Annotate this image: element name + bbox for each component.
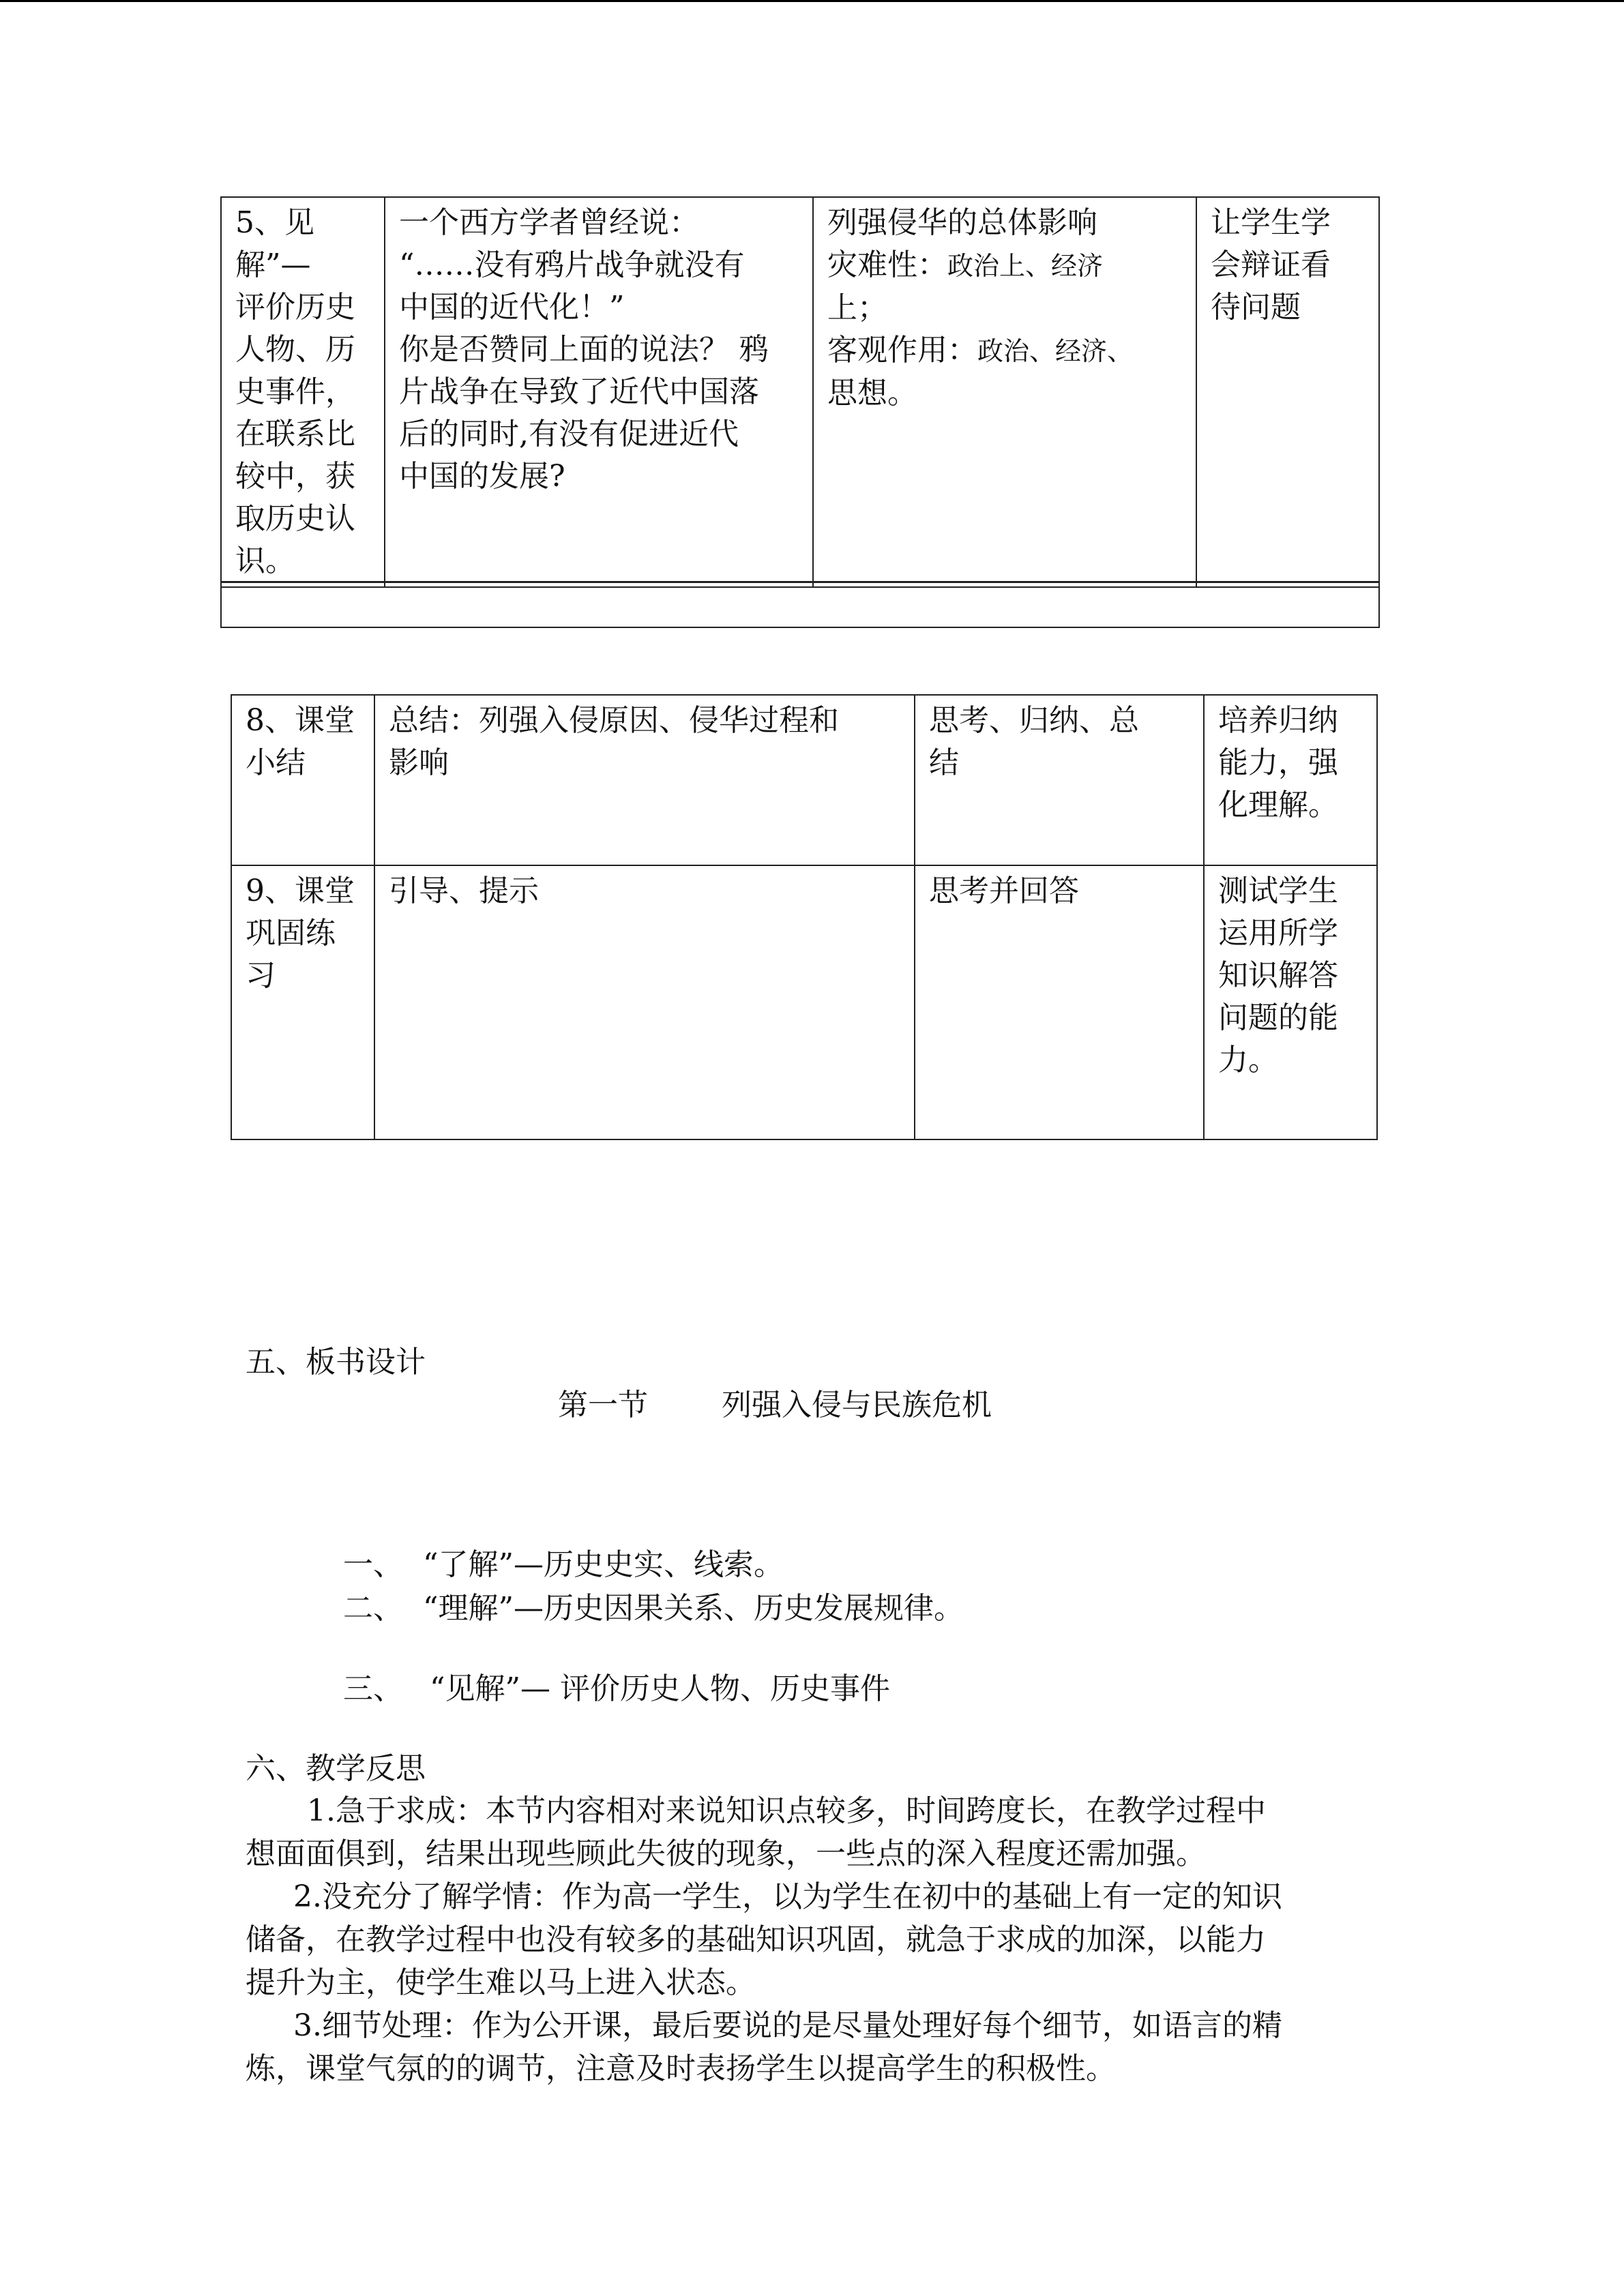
reflection-line: 储备，在教学过程中也没有较多的基础知识巩固，就急于求成的加深，以能力 xyxy=(246,1922,1266,1957)
lesson-table-2 xyxy=(231,694,1378,1140)
board-title-section: 第一节 xyxy=(558,1388,648,1422)
top-border-line xyxy=(0,0,1624,2)
teacher-activity-cell: 总结：列强入侵原因、侵华过程和 影响 xyxy=(374,695,915,865)
empty-table-row xyxy=(220,581,1380,628)
lesson-table-1 xyxy=(220,196,1380,588)
board-item-text: “了解”—历史史实、线索。 xyxy=(423,1547,784,1582)
board-item-num: 二、 xyxy=(343,1591,403,1626)
reflection-line: 想面面俱到，结果出现些顾此失彼的现象，一些点的深入程度还需加强。 xyxy=(246,1836,1206,1871)
table-row-8 xyxy=(231,695,1377,865)
board-item-num: 三、 xyxy=(343,1671,403,1706)
student-activity-cell: 思考并回答 xyxy=(915,865,1204,1139)
purpose-cell: 让学生学 会辩证看 待问题 xyxy=(1196,197,1379,587)
student-activity-cell: 列强侵华的总体影响 灾难性：政治上、经济 上； 客观作用：政治、经济、 思想。 xyxy=(813,197,1196,587)
stage-cell: 5、见 解”— 评价历史 人物、历 史事件， 在联系比 较中，获 取历史认 识。 xyxy=(221,197,385,587)
board-design-heading: 五、板书设计 xyxy=(246,1345,426,1380)
reflection-heading: 六、教学反思 xyxy=(246,1751,426,1786)
student-activity-cell: 思考、归纳、总 结 xyxy=(915,695,1204,865)
reflection-line: 3.细节处理：作为公开课，最后要说的是尽量处理好每个细节，如语言的精 xyxy=(293,2008,1282,2043)
teacher-activity-cell: 一个西方学者曾经说： “……没有鸦片战争就没有 中国的近代化！” 你是否赞同上面的说法？ 鸦 片战争在导致了近代中国落 后的同时,有没有促进近代 中国的发展? xyxy=(385,197,813,587)
table-row-5 xyxy=(221,197,1379,587)
reflection-line: 提升为主，使学生难以马上进入状态。 xyxy=(246,1965,756,2000)
board-title-topic: 列强入侵与民族危机 xyxy=(722,1388,992,1422)
table-row-9 xyxy=(231,865,1377,1139)
purpose-cell: 培养归纳 能力，强 化理解。 xyxy=(1204,695,1377,865)
reflection-line: 2.没充分了解学情：作为高一学生，以为学生在初中的基础上有一定的知识 xyxy=(293,1879,1282,1914)
teacher-activity-cell: 引导、提示 xyxy=(374,865,915,1139)
board-item-num: 一、 xyxy=(343,1547,403,1582)
stage-cell: 9、课堂 巩固练 习 xyxy=(231,865,374,1139)
board-item-text: “见解”— 评价历史人物、历史事件 xyxy=(430,1671,890,1706)
board-item-text: “理解”—历史因果关系、历史发展规律。 xyxy=(423,1591,964,1626)
reflection-line: 炼，课堂气氛的的调节，注意及时表扬学生以提高学生的积极性。 xyxy=(246,2051,1116,2086)
purpose-cell: 测试学生 运用所学 知识解答 问题的能 力。 xyxy=(1204,865,1377,1139)
reflection-line: 1.急于求成：本节内容相对来说知识点较多，时间跨度长，在教学过程中 xyxy=(307,1793,1266,1828)
stage-cell: 8、课堂 小结 xyxy=(231,695,374,865)
